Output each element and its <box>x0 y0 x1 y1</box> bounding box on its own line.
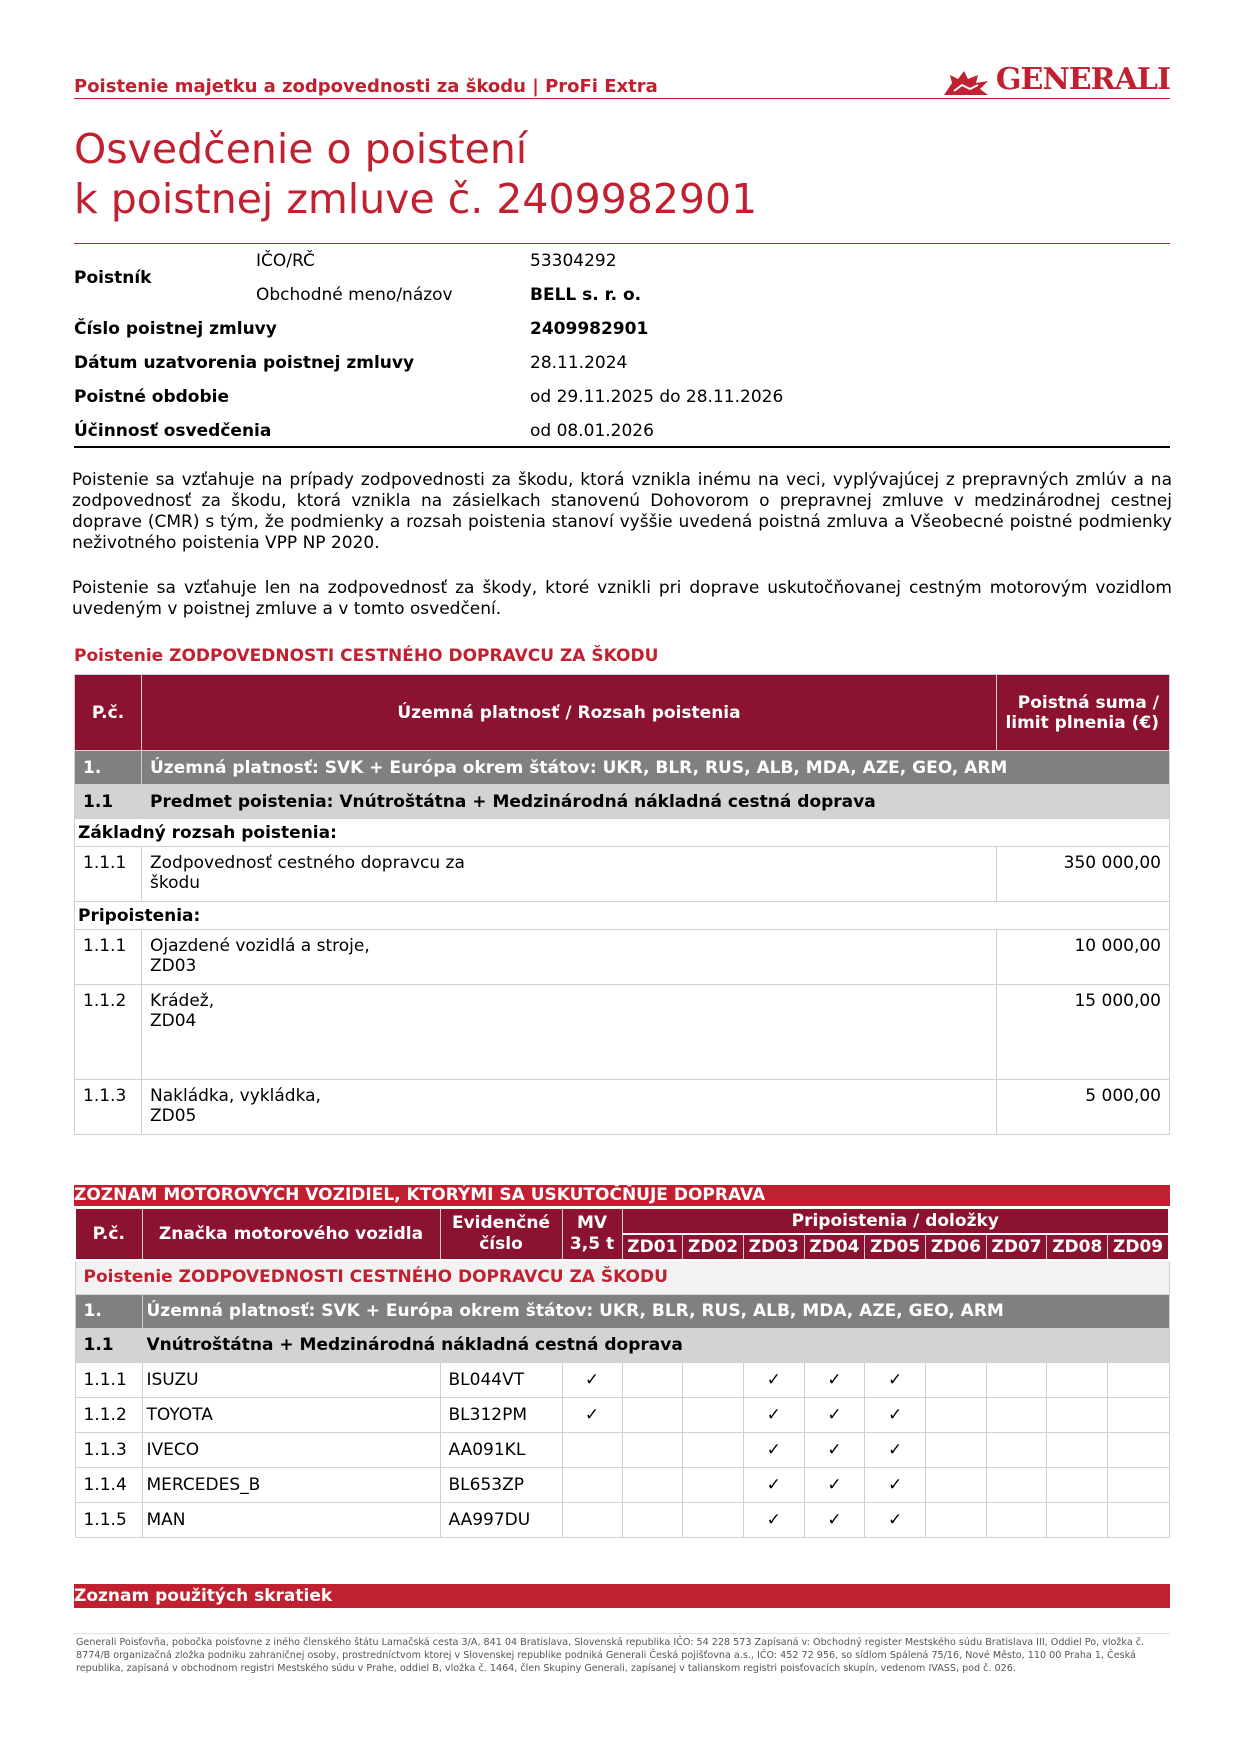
vehicles-bar: ZOZNAM MOTOROVÝCH VOZIDIEL, KTORÝMI SA USKUTOČŇUJE DOPRAVA <box>74 1185 1170 1206</box>
veh-territory-num: 1. <box>75 1294 142 1328</box>
vehicle-zd-check: ✓ <box>804 1467 865 1502</box>
vehicle-brand: MERCEDES_B <box>142 1467 440 1502</box>
vehicle-zd-check <box>926 1467 987 1502</box>
vehicle-zd-check <box>926 1397 987 1432</box>
extra-num: 1.1.1 <box>75 930 142 985</box>
extra-code: ZD03 <box>150 956 197 976</box>
vehicle-zd-check <box>1108 1432 1169 1467</box>
vehicle-mv-check: ✓ <box>562 1397 622 1432</box>
extra-text-1: Krádež, <box>150 991 215 1011</box>
vehicle-brand: MAN <box>142 1502 440 1537</box>
col-pc: P.č. <box>75 675 142 751</box>
vehicle-zd-check <box>926 1502 987 1537</box>
vehicle-zd-check: ✓ <box>743 1467 804 1502</box>
vehicle-zd-check: ✓ <box>865 1502 926 1537</box>
extra-code: ZD04 <box>150 1011 197 1031</box>
vehicle-zd-check <box>986 1362 1047 1397</box>
title-line-2: k poistnej zmluve č. 2409982901 <box>74 175 758 223</box>
vehicle-zd-check <box>1047 1467 1108 1502</box>
period-value: od 29.11.2025 do 28.11.2026 <box>530 387 784 407</box>
vehicle-zd-check <box>926 1432 987 1467</box>
vehicle-zd-check: ✓ <box>804 1502 865 1537</box>
vehicle-zd-check: ✓ <box>743 1502 804 1537</box>
lion-icon <box>942 69 990 97</box>
veh-subject-text: Vnútroštátna + Medzinárodná nákladná cestná doprava <box>142 1328 1169 1362</box>
vehicle-zd-check <box>1108 1467 1169 1502</box>
vehicle-plate: AA091KL <box>440 1432 562 1467</box>
basic-text: Zodpovednosť cestného dopravcu za škodu <box>150 853 465 893</box>
extra-code: ZD05 <box>150 1106 197 1126</box>
veh-col-extras: Pripoistenia / doložky <box>622 1208 1169 1234</box>
vehicle-zd-check: ✓ <box>804 1362 865 1397</box>
territory-num: 1. <box>75 751 142 785</box>
generali-logo <box>942 62 1170 97</box>
policy-info-table <box>74 244 1170 448</box>
effect-label: Účinnosť osvedčenia <box>74 421 272 441</box>
vehicles-table <box>74 1207 1170 1538</box>
vehicle-zd-check <box>1108 1502 1169 1537</box>
zd-col-zd02: ZD02 <box>683 1234 744 1260</box>
paragraph-vehicles: Poistenie sa vzťahuje len na zodpovednosť za škody, ktoré vznikli pri doprave uskutočňovanej cestným motorovým vozidlom uvedeným v poistnej zmluve a v tomto osvedčení. <box>72 578 1172 619</box>
abbreviations-bar: Zoznam použitých skratiek <box>74 1584 1170 1608</box>
vehicle-zd-check: ✓ <box>743 1362 804 1397</box>
vehicle-zd-check <box>986 1502 1047 1537</box>
vehicle-plate: AA997DU <box>440 1502 562 1537</box>
veh-section-title: Poistenie ZODPOVEDNOSTI CESTNÉHO DOPRAVCU ZA ŠKODU <box>75 1260 1169 1294</box>
veh-col-pc: P.č. <box>75 1208 142 1260</box>
vehicle-plate: BL044VT <box>440 1362 562 1397</box>
vehicle-row <box>75 1397 1169 1432</box>
footer-legal-text: Generali Poisťovňa, pobočka poisťovne z iného členského štátu Lamačská cesta 3/A, 841 04 Bratislava, Slovenská republika IČO: 54 228 573 Zapísaná v: Obchodný register Mestského súdu Bratislava III, Oddiel Po, vložka č. 8774/B organizačná zložka podniku zahraničnej osoby, prostredníctvom ktorej v Slovenskej republike podniká Generali Česká pojišťovna a.s., IČO: 452 72 956, so sídlom Spálená 75/16, Nové Město, 110 00 Praha 1, Česká republika, zapísaná v obchodnom registri Mestského súdu v Prahe, oddiel B, vložka č. 1464, člen Skupiny Generali, zapísanej v talianskom registri poisťovacích skupín, vedenom IVASS, pod č. 026. <box>76 1637 1145 1674</box>
vehicle-row <box>75 1362 1169 1397</box>
extra-text-1: Ojazdené vozidlá a stroje, <box>150 936 370 956</box>
extra-sum: 5 000,00 <box>997 1080 1170 1135</box>
extras-label: Pripoistenia: <box>75 902 1170 930</box>
vehicle-num: 1.1.5 <box>75 1502 142 1537</box>
info-divider <box>74 446 1170 448</box>
ico-label: IČO/RČ <box>256 251 315 271</box>
basic-sum: 350 000,00 <box>997 847 1170 902</box>
date-label: Dátum uzatvorenia poistnej zmluvy <box>74 353 415 373</box>
extra-text-1: Nakládka, vykládka, <box>150 1086 321 1106</box>
coverage-table <box>74 674 1170 1135</box>
vehicle-plate: BL653ZP <box>440 1467 562 1502</box>
footer-divider <box>74 1633 1170 1634</box>
vehicle-zd-check <box>1047 1502 1108 1537</box>
vehicle-zd-check <box>622 1467 683 1502</box>
effect-value: od 08.01.2026 <box>530 421 654 441</box>
col-scope: Územná platnosť / Rozsah poistenia <box>142 675 997 751</box>
territory-text: Územná platnosť: SVK + Európa okrem štátov: UKR, BLR, RUS, ALB, MDA, AZE, GEO, ARM <box>142 751 1170 785</box>
table-row <box>75 847 1170 902</box>
vehicle-zd-check <box>622 1362 683 1397</box>
vehicle-zd-check <box>986 1432 1047 1467</box>
extra-sum: 10 000,00 <box>997 930 1170 985</box>
vehicle-zd-check <box>986 1467 1047 1502</box>
extra-sum: 15 000,00 <box>997 985 1170 1080</box>
col-sum: Poistná suma / limit plnenia (€) <box>997 675 1170 751</box>
subject-text: Predmet poistenia: Vnútroštátna + Medzinárodná nákladná cestná doprava <box>142 785 1170 819</box>
vehicle-zd-check <box>622 1432 683 1467</box>
table-row <box>75 930 1170 985</box>
contract-value: 2409982901 <box>530 319 649 339</box>
vehicle-zd-check <box>1047 1397 1108 1432</box>
vehicle-zd-check: ✓ <box>804 1397 865 1432</box>
zd-col-zd04: ZD04 <box>804 1234 865 1260</box>
vehicle-brand: IVECO <box>142 1432 440 1467</box>
vehicle-zd-check: ✓ <box>865 1397 926 1432</box>
vehicle-zd-check: ✓ <box>743 1432 804 1467</box>
vehicle-num: 1.1.4 <box>75 1467 142 1502</box>
poistnik-label: Poistník <box>74 268 152 288</box>
vehicle-zd-check <box>1108 1397 1169 1432</box>
vehicle-zd-check <box>622 1397 683 1432</box>
vehicle-brand: TOYOTA <box>142 1397 440 1432</box>
vehicle-zd-check <box>683 1432 744 1467</box>
vehicle-plate: BL312PM <box>440 1397 562 1432</box>
extra-num: 1.1.2 <box>75 985 142 1080</box>
vehicle-zd-check <box>1108 1362 1169 1397</box>
page-title <box>74 124 757 224</box>
zd-col-zd03: ZD03 <box>743 1234 804 1260</box>
vehicle-zd-check: ✓ <box>743 1397 804 1432</box>
name-label: Obchodné meno/názov <box>256 285 453 305</box>
period-label: Poistné obdobie <box>74 387 229 407</box>
header-divider <box>74 98 1170 99</box>
vehicle-zd-check <box>622 1502 683 1537</box>
vehicle-mv-check <box>562 1502 622 1537</box>
title-line-1: Osvedčenie o poistení <box>74 125 528 173</box>
vehicle-row <box>75 1432 1169 1467</box>
header-subtitle: Poistenie majetku a zodpovednosti za škodu | ProFi Extra <box>74 76 658 97</box>
veh-col-mv: MV 3,5 t <box>562 1208 622 1260</box>
vehicle-zd-check: ✓ <box>804 1432 865 1467</box>
vehicle-zd-check <box>683 1362 744 1397</box>
zd-col-zd01: ZD01 <box>622 1234 683 1260</box>
vehicle-zd-check <box>1047 1362 1108 1397</box>
extra-num: 1.1.3 <box>75 1080 142 1135</box>
veh-col-brand: Značka motorového vozidla <box>142 1208 440 1260</box>
zd-col-zd05: ZD05 <box>865 1234 926 1260</box>
coverage-section-title: Poistenie ZODPOVEDNOSTI CESTNÉHO DOPRAVCU ZA ŠKODU <box>74 646 659 666</box>
zd-col-zd06: ZD06 <box>926 1234 987 1260</box>
table-row <box>75 1080 1170 1135</box>
vehicle-zd-check <box>683 1397 744 1432</box>
zd-col-zd07: ZD07 <box>986 1234 1047 1260</box>
vehicle-zd-check <box>926 1362 987 1397</box>
subject-num: 1.1 <box>75 785 142 819</box>
date-value: 28.11.2024 <box>530 353 628 373</box>
vehicle-zd-check: ✓ <box>865 1467 926 1502</box>
vehicle-zd-check: ✓ <box>865 1432 926 1467</box>
basic-scope-label: Základný rozsah poistenia: <box>75 819 1170 847</box>
veh-subject-num: 1.1 <box>75 1328 142 1362</box>
vehicle-row <box>75 1467 1169 1502</box>
veh-territory-text: Územná platnosť: SVK + Európa okrem štátov: UKR, BLR, RUS, ALB, MDA, AZE, GEO, ARM <box>142 1294 1169 1328</box>
vehicle-row <box>75 1502 1169 1537</box>
ico-value: 53304292 <box>530 251 617 271</box>
vehicle-zd-check <box>683 1502 744 1537</box>
vehicle-num: 1.1.1 <box>75 1362 142 1397</box>
vehicle-mv-check <box>562 1467 622 1502</box>
zd-col-zd08: ZD08 <box>1047 1234 1108 1260</box>
table-row <box>75 985 1170 1080</box>
logo-text: GENERALI <box>995 62 1170 97</box>
basic-num: 1.1.1 <box>75 847 142 902</box>
vehicle-num: 1.1.3 <box>75 1432 142 1467</box>
contract-label: Číslo poistnej zmluvy <box>74 319 277 339</box>
header <box>74 62 1170 97</box>
vehicle-zd-check <box>1047 1432 1108 1467</box>
zd-col-zd09: ZD09 <box>1108 1234 1169 1260</box>
name-value: BELL s. r. o. <box>530 285 642 305</box>
vehicle-brand: ISUZU <box>142 1362 440 1397</box>
paragraph-scope: Poistenie sa vzťahuje na prípady zodpovednosti za škodu, ktorá vznikla inému na veci, vyplývajúcej z prepravných zmlúv a na zodpovednosť za škodu, ktorá vznikla na zásielkach stanovenú Dohovorom o prepravnej zmluve v medzinárodnej cestnej doprave (CMR) s tým, že podmienky a rozsah poistenia stanoví vyššie uvedená poistná zmluva a Všeobecné poistné podmienky neživotného poistenia VPP NP 2020. <box>72 470 1172 553</box>
vehicle-num: 1.1.2 <box>75 1397 142 1432</box>
vehicle-mv-check <box>562 1432 622 1467</box>
vehicle-mv-check: ✓ <box>562 1362 622 1397</box>
vehicle-zd-check <box>683 1467 744 1502</box>
vehicle-zd-check: ✓ <box>865 1362 926 1397</box>
veh-col-ev: Evidenčné číslo <box>440 1208 562 1260</box>
vehicle-zd-check <box>986 1397 1047 1432</box>
